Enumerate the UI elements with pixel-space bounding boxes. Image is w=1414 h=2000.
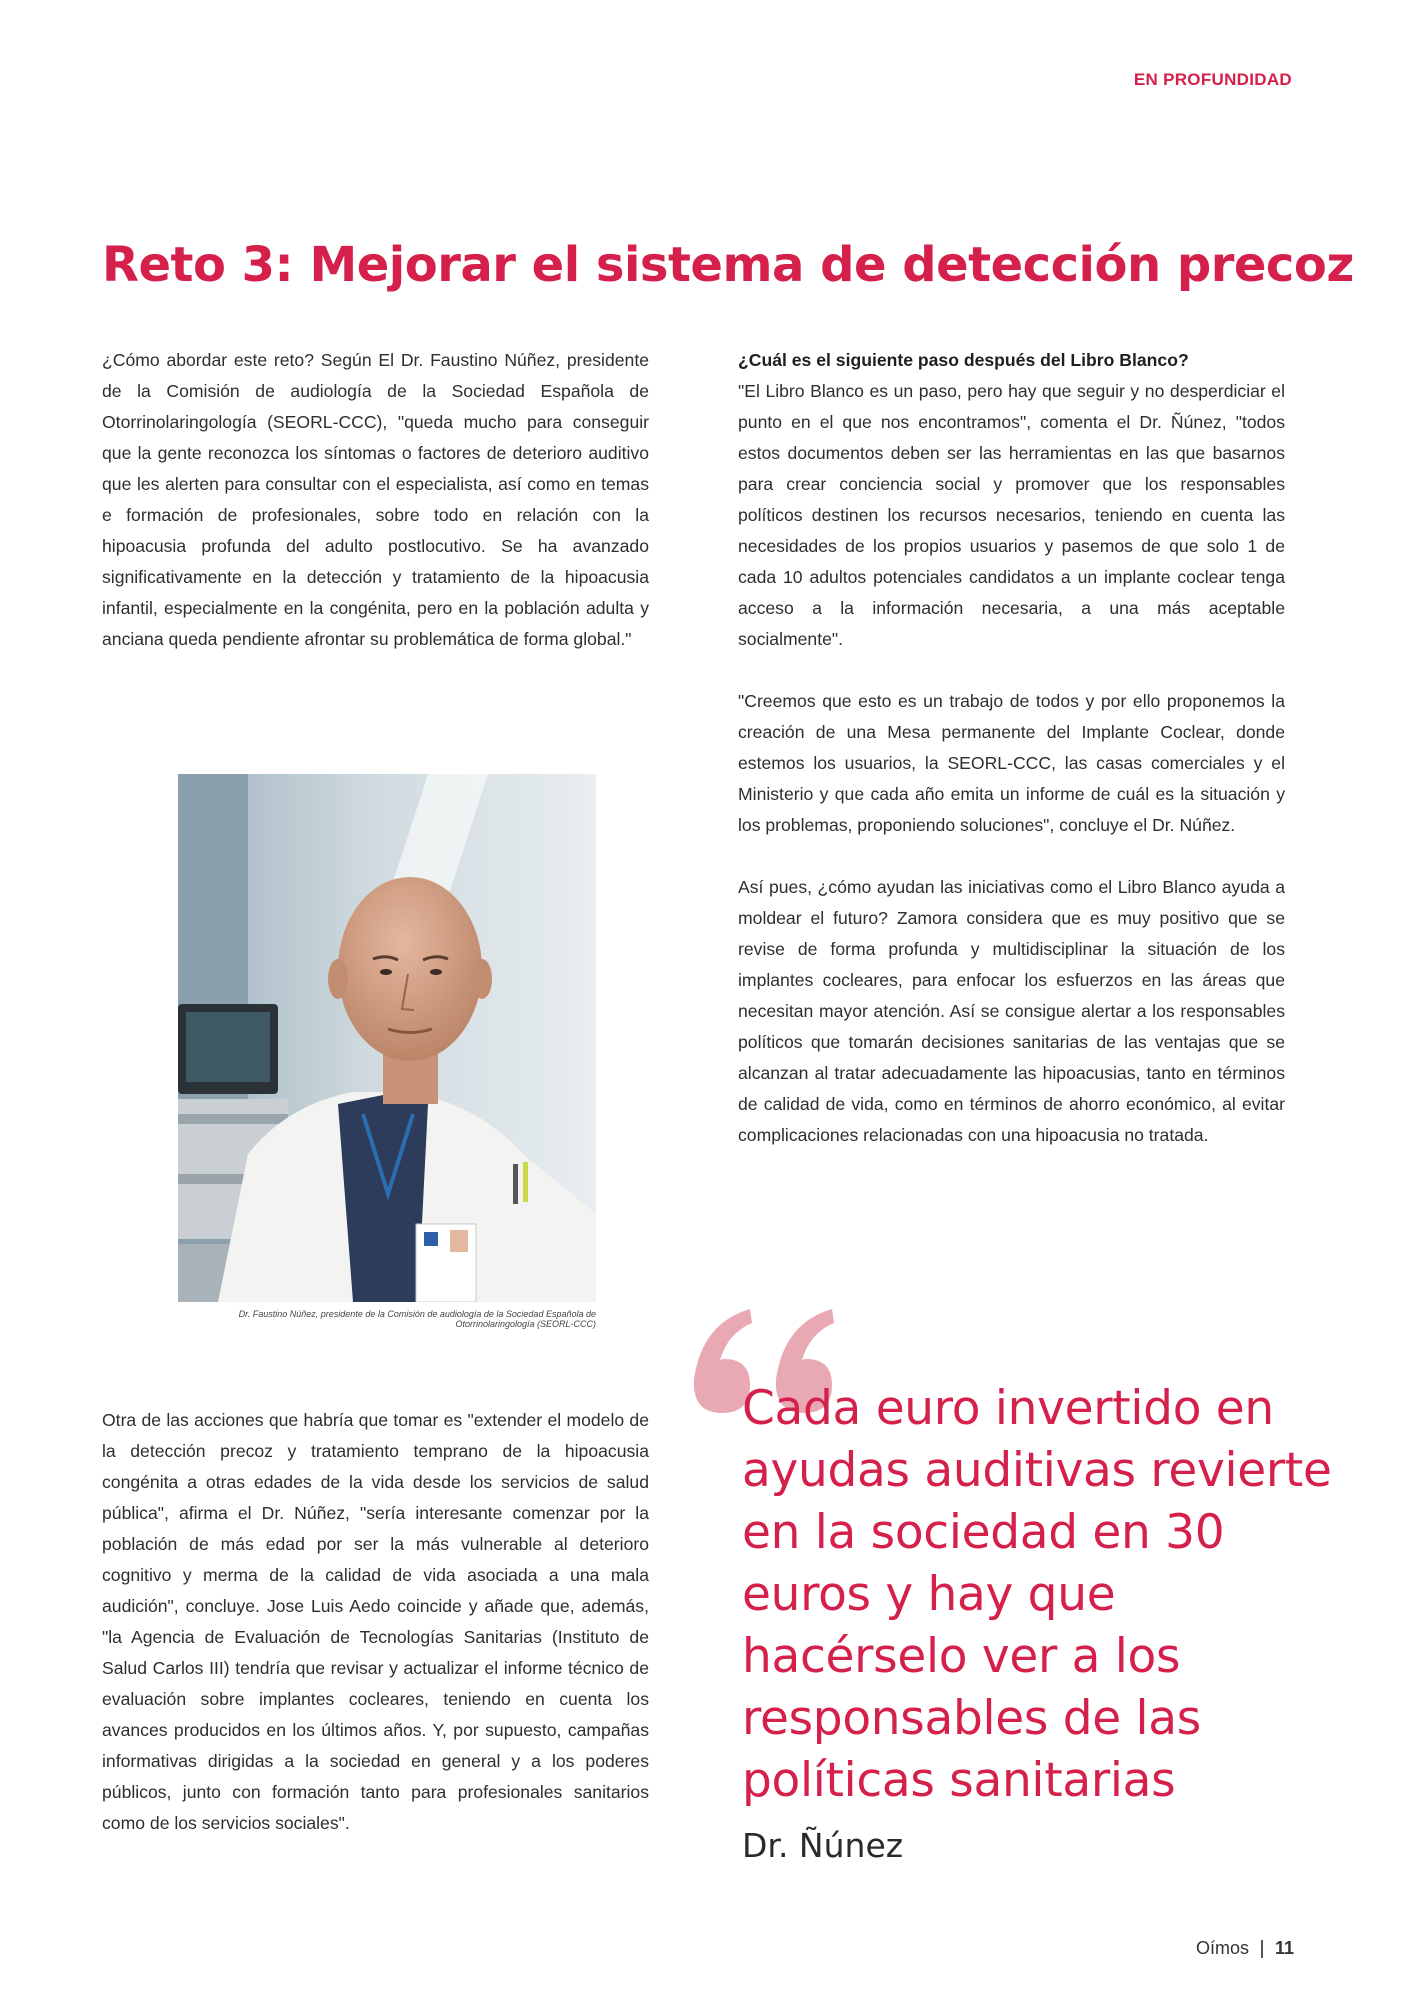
article-title: Reto 3: Mejorar el sistema de detección precoz [102, 237, 1354, 293]
page-footer [1196, 1938, 1294, 1959]
pull-quote: Cada euro invertido en ayudas auditivas revierte en la sociedad en 30 euros y hay que hacérselo ver a los responsables de las políticas sanitarias [742, 1381, 1332, 1808]
right-paragraph-2: "Creemos que esto es un trabajo de todos y por ello proponemos la creación de una Mesa permanente del Implante Coclear, donde estemos los usuarios, la SEORL-CCC, las casas comerciales y el Ministerio y que cada año emita un informe de cuál es la situación y los problemas, proponiendo soluciones", concluye el Dr. Núñez. [738, 691, 1285, 835]
intro-paragraph: ¿Cómo abordar este reto? Según El Dr. Faustino Núñez, presidente de la Comisión de audiología de la Sociedad Española de Otorrinolaringología (SEORL-CCC), "queda mucho para conseguir que la gente reconozca los síntomas o factores de deterioro auditivo que les alerten para consultar con el especialista, así como en temas e formación de profesionales, sobre todo en relación con la hipoacusia profunda del adulto postlocutivo. Se ha avanzado significativamente en la detección y tratamiento de la hipoacusia infantil, especialmente en la congénita, pero en la población adulta y anciana queda pendiente afrontar su problemática de forma global." [102, 350, 649, 649]
page-number: 11 [1274, 1938, 1294, 1958]
left-column-top [102, 345, 649, 655]
right-column [738, 345, 1285, 1151]
right-paragraph-1: "El Libro Blanco es un paso, pero hay que seguir y no desperdiciar el punto en el que nos encontramos", comenta el Dr. Ñúnez, "todos estos documentos deben ser las herramientas en las que basarnos para crear conciencia social y promover que los responsables políticos destinen los recursos necesarios, teniendo en cuenta las necesidades de los propios usuarios y pasemos de que solo 1 de cada 10 adultos potenciales candidatos a un implante coclear tenga acceso a la información necesaria, a una más aceptable socialmente". [738, 381, 1285, 649]
footer-divider [1261, 1940, 1263, 1958]
left-column-bottom [102, 1405, 649, 1839]
doctor-photo [178, 774, 596, 1302]
pull-quote-author: Dr. Ñúnez [742, 1826, 904, 1865]
photo-caption: Dr. Faustino Núñez, presidente de la Comisión de audiología de la Sociedad Española de Otorrinolaringología (SEORL-CCC) [238, 1309, 596, 1329]
subheading: ¿Cuál es el siguiente paso después del Libro Blanco? [738, 350, 1189, 370]
publication-name: Oímos [1195, 1938, 1249, 1958]
section-label: EN PROFUNDIDAD [1133, 70, 1292, 89]
actions-paragraph: Otra de las acciones que habría que tomar es "extender el modelo de la detección precoz y tratamiento temprano de la hipoacusia congénita a otras edades de la vida desde los servicios de salud pública", afirma el Dr. Núñez, "sería interesante comenzar por la población de más edad por ser la más vulnerable al deterioro cognitivo y merma de la calidad de vida asociada a una mala audición", concluye. Jose Luis Aedo coincide y añade que, además, "la Agencia de Evaluación de Tecnologías Sanitarias (Instituto de Salud Carlos III) tendría que revisar y actualizar el informe técnico de evaluación sobre implantes cocleares, teniendo en cuenta los avances producidos en los últimos años. Y, por supuesto, campañas informativas dirigidas a la sociedad en general y a los poderes públicos, junto con formación tanto para profesionales sanitarios como de los servicios sociales". [102, 1410, 649, 1833]
right-paragraph-3: Así pues, ¿cómo ayudan las iniciativas como el Libro Blanco ayuda a moldear el futuro? Zamora considera que es muy positivo que se revise de forma profunda y multidisciplinar la situación de los implantes cocleares, para enfocar los esfuerzos en las áreas que necesitan mayor atención. Así se consigue alertar a los responsables políticos que tomarán decisiones sanitarias de las ventajas que se alcanzan al tratar adecuadamente las hipoacusias, tanto en términos de calidad de vida, como en términos de ahorro económico, al evitar complicaciones relacionadas con una hipoacusia no tratada. [738, 877, 1285, 1145]
